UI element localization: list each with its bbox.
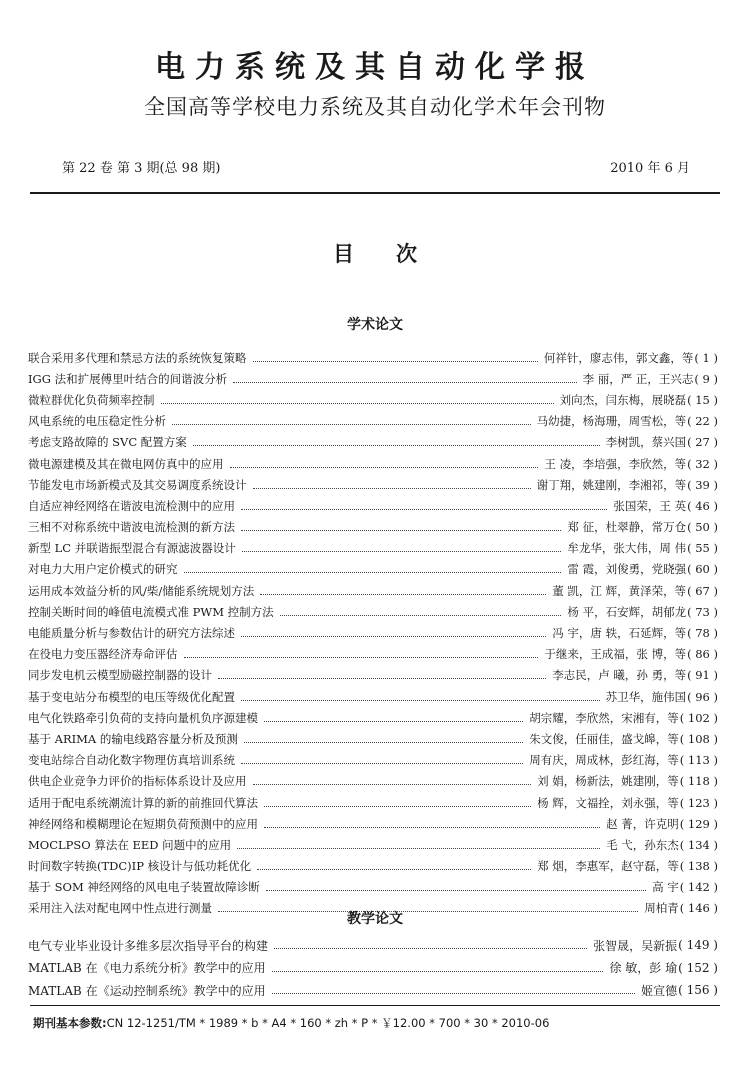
issue-info: 第 22 卷 第 3 期(总 98 期) bbox=[62, 161, 221, 176]
entry-page: ( 27 ) bbox=[687, 435, 718, 450]
toc-entry bbox=[28, 957, 718, 980]
entry-page: ( 91 ) bbox=[687, 668, 718, 683]
entry-title: MATLAB 在《运动控制系统》教学中的应用 bbox=[28, 983, 266, 998]
journal-parameters-label: 期刊基本参数: bbox=[33, 1016, 107, 1030]
dot-leader bbox=[253, 360, 538, 362]
section-heading-academic: 学术论文 bbox=[347, 317, 403, 333]
entry-authors: 刘 娟，杨新法，姚建刚，等 bbox=[537, 774, 679, 789]
entry-title: 电气化铁路牵引负荷的支持向量机负序源建模 bbox=[28, 710, 258, 725]
dot-leader bbox=[241, 762, 523, 764]
entry-title: 节能发电市场新模式及其交易调度系统设计 bbox=[28, 477, 247, 492]
dot-leader bbox=[272, 992, 636, 994]
entry-authors: 姬宣德 bbox=[641, 983, 678, 998]
toc-entry bbox=[28, 432, 718, 453]
dot-leader bbox=[260, 593, 546, 595]
entry-authors: 李树凯，蔡兴国 bbox=[605, 435, 687, 450]
entry-title: 供电企业竞争力评价的指标体系设计及应用 bbox=[28, 774, 247, 789]
entry-authors: 马幼捷，杨海珊，周雪松，等 bbox=[536, 414, 687, 429]
dot-leader bbox=[161, 402, 554, 404]
toc-entry bbox=[28, 411, 718, 432]
entry-title: 采用注入法对配电网中性点进行测量 bbox=[28, 901, 212, 916]
dot-leader bbox=[230, 466, 539, 468]
entry-title: 电能质量分析与参数估计的研究方法综述 bbox=[28, 626, 235, 641]
entry-authors: 毛 弋，孙东杰 bbox=[606, 837, 679, 852]
entry-page: ( 152 ) bbox=[678, 960, 718, 975]
entry-authors: 何祥针，廖志伟，郭文鑫，等 bbox=[543, 350, 694, 365]
entry-title: 时间数字转换(TDC)IP 核设计与低功耗优化 bbox=[28, 859, 252, 874]
dot-leader bbox=[264, 805, 531, 807]
entry-title: IGG 法和扩展傅里叶结合的间谐波分析 bbox=[28, 371, 228, 386]
journal-parameters bbox=[33, 1015, 549, 1031]
entry-page: ( 108 ) bbox=[679, 731, 718, 746]
entry-page: ( 134 ) bbox=[679, 837, 718, 852]
journal-subtitle: 全国高等学校电力系统及其自动化学术年会刊物 bbox=[144, 95, 606, 119]
dot-leader bbox=[193, 444, 600, 446]
toc-entry bbox=[28, 517, 718, 538]
toc-entry bbox=[28, 665, 718, 686]
entry-title: 基于 ARIMA 的输电线路容量分析及预测 bbox=[28, 731, 238, 746]
issue-date: 2010 年 6 月 bbox=[610, 161, 690, 176]
entry-title: 基于变电站分布模型的电压等级优化配置 bbox=[28, 689, 235, 704]
toc-entry bbox=[28, 750, 718, 771]
entry-authors: 张国荣，王 英 bbox=[613, 498, 687, 513]
toc-entry bbox=[28, 877, 718, 898]
toc-entry bbox=[28, 644, 718, 665]
entry-title: 联合采用多代理和禁忌方法的系统恢复策略 bbox=[28, 350, 247, 365]
toc-entry bbox=[28, 813, 718, 834]
entry-authors: 张智晟，吴新振 bbox=[593, 938, 678, 953]
entry-page: ( 67 ) bbox=[687, 583, 718, 598]
entry-page: ( 129 ) bbox=[679, 816, 718, 831]
entry-authors: 谢丁翔，姚建刚，李湘祁，等 bbox=[536, 477, 687, 492]
entry-authors: 李志民，卢 曦，孙 勇，等 bbox=[552, 668, 687, 683]
entry-title: 自适应神经网络在谐波电流检测中的应用 bbox=[28, 498, 235, 513]
entry-authors: 杨 辉，文福拴，刘永强，等 bbox=[537, 795, 679, 810]
entry-authors: 李 丽，严 正，王兴志 bbox=[582, 371, 694, 386]
toc-entry bbox=[28, 934, 718, 957]
entry-title: 考虑支路故障的 SVC 配置方案 bbox=[28, 435, 187, 450]
entry-page: ( 146 ) bbox=[679, 901, 718, 916]
entry-authors: 郑 征，杜翠静，常万仓 bbox=[567, 520, 687, 535]
entry-page: ( 22 ) bbox=[687, 414, 718, 429]
dot-leader bbox=[172, 423, 531, 425]
academic-papers-list bbox=[28, 347, 718, 919]
entry-page: ( 86 ) bbox=[687, 647, 718, 662]
dot-leader bbox=[280, 614, 562, 616]
entry-page: ( 78 ) bbox=[687, 626, 718, 641]
entry-title: MOCLPSO 算法在 EED 问题中的应用 bbox=[28, 837, 232, 852]
dot-leader bbox=[253, 487, 531, 489]
entry-title: 变电站综合自动化数字物理仿真培训系统 bbox=[28, 753, 235, 768]
entry-page: ( 149 ) bbox=[678, 938, 718, 953]
entry-page: ( 123 ) bbox=[679, 795, 718, 810]
entry-authors: 周有庆，周成林，彭红海，等 bbox=[529, 753, 679, 768]
contents-title: 目次 bbox=[333, 242, 459, 266]
entry-page: ( 60 ) bbox=[687, 562, 718, 577]
dot-leader bbox=[244, 741, 523, 743]
entry-page: ( 118 ) bbox=[679, 774, 718, 789]
toc-entry bbox=[28, 856, 718, 877]
entry-page: ( 96 ) bbox=[687, 689, 718, 704]
toc-entry bbox=[28, 979, 718, 1002]
entry-authors: 冯 宇，唐 轶，石延辉，等 bbox=[552, 626, 687, 641]
dot-leader bbox=[184, 571, 562, 573]
entry-title: MATLAB 在《电力系统分析》教学中的应用 bbox=[28, 961, 266, 976]
entry-page: ( 15 ) bbox=[687, 392, 718, 407]
entry-title: 微电源建模及其在微电网仿真中的应用 bbox=[28, 456, 224, 471]
dot-leader bbox=[237, 847, 600, 849]
toc-entry bbox=[28, 792, 718, 813]
entry-title: 基于 SOM 神经网络的风电电子装置故障诊断 bbox=[28, 880, 260, 895]
toc-entry bbox=[28, 389, 718, 410]
dot-leader bbox=[272, 970, 604, 972]
toc-entry bbox=[28, 686, 718, 707]
entry-authors: 王 凌，李培强，李欣然，等 bbox=[544, 456, 687, 471]
entry-authors: 徐 敏，彭 瑜 bbox=[609, 961, 678, 976]
entry-page: ( 55 ) bbox=[687, 541, 718, 556]
entry-authors: 于继来，王成福，张 博，等 bbox=[544, 647, 687, 662]
entry-authors: 郑 烟，李惠军，赵守磊，等 bbox=[537, 859, 679, 874]
teaching-papers-list bbox=[28, 934, 718, 1002]
entry-title: 适用于配电系统潮流计算的新的前推回代算法 bbox=[28, 795, 258, 810]
dot-leader bbox=[257, 868, 531, 870]
entry-authors: 牟龙华，张大伟，周 伟 bbox=[567, 541, 687, 556]
entry-authors: 杨 平，石安辉，胡郁龙 bbox=[567, 604, 687, 619]
entry-title: 三相不对称系统中谐波电流检测的新方法 bbox=[28, 520, 235, 535]
toc-entry bbox=[28, 622, 718, 643]
dot-leader bbox=[264, 826, 600, 828]
dot-leader bbox=[266, 889, 646, 891]
entry-title: 在役电力变压器经济寿命评估 bbox=[28, 647, 178, 662]
entry-title: 神经网络和模糊理论在短期负荷预测中的应用 bbox=[28, 816, 258, 831]
entry-authors: 苏卫华，施伟国 bbox=[605, 689, 687, 704]
entry-title: 新型 LC 并联谐振型混合有源滤波器设计 bbox=[28, 541, 236, 556]
entry-page: ( 73 ) bbox=[687, 604, 718, 619]
toc-entry bbox=[28, 771, 718, 792]
entry-page: ( 1 ) bbox=[694, 350, 718, 365]
entry-page: ( 138 ) bbox=[679, 859, 718, 874]
entry-page: ( 9 ) bbox=[694, 371, 718, 386]
entry-title: 微粒群优化负荷频率控制 bbox=[28, 392, 155, 407]
toc-entry bbox=[28, 495, 718, 516]
entry-title: 同步发电机云模型励磁控制器的设计 bbox=[28, 668, 212, 683]
dot-leader bbox=[184, 656, 539, 658]
toc-entry bbox=[28, 474, 718, 495]
dot-leader bbox=[233, 381, 577, 383]
entry-authors: 刘向杰，闫东梅，展晓磊 bbox=[559, 392, 687, 407]
entry-authors: 董 凯，江 辉，黄泽荣，等 bbox=[552, 583, 687, 598]
entry-page: ( 113 ) bbox=[679, 753, 718, 768]
dot-leader bbox=[241, 699, 600, 701]
toc-entry bbox=[28, 601, 718, 622]
dot-leader bbox=[264, 720, 523, 722]
dot-leader bbox=[274, 947, 587, 949]
dot-leader bbox=[242, 550, 562, 552]
entry-page: ( 156 ) bbox=[678, 983, 718, 998]
dot-leader bbox=[241, 529, 561, 531]
toc-entry bbox=[28, 580, 718, 601]
entry-title: 控制关断时间的峰值电流模式准 PWM 控制方法 bbox=[28, 604, 274, 619]
entry-page: ( 50 ) bbox=[687, 520, 718, 535]
entry-authors: 胡宗耀，李欣然，宋湘有，等 bbox=[529, 710, 679, 725]
toc-entry bbox=[28, 368, 718, 389]
toc-entry bbox=[28, 538, 718, 559]
entry-authors: 雷 霞，刘俊勇，党晓强 bbox=[567, 562, 687, 577]
footer-divider bbox=[30, 1005, 720, 1006]
dot-leader bbox=[253, 783, 532, 785]
entry-authors: 周柏青 bbox=[644, 901, 679, 916]
dot-leader bbox=[218, 677, 546, 679]
toc-entry bbox=[28, 707, 718, 728]
entry-title: 运用成本效益分析的风/柴/储能系统规划方法 bbox=[28, 583, 255, 598]
toc-entry bbox=[28, 347, 718, 368]
entry-title: 对电力大用户定价模式的研究 bbox=[28, 562, 178, 577]
entry-title: 风电系统的电压稳定性分析 bbox=[28, 414, 166, 429]
entry-page: ( 46 ) bbox=[687, 498, 718, 513]
entry-title: 电气专业毕业设计多维多层次指导平台的构建 bbox=[28, 938, 269, 953]
toc-entry bbox=[28, 834, 718, 855]
entry-authors: 朱文俊，任丽佳，盛戈皞，等 bbox=[529, 731, 679, 746]
entry-authors: 赵 菁，许克明 bbox=[606, 816, 679, 831]
section-heading-teaching: 教学论文 bbox=[347, 911, 403, 927]
dot-leader bbox=[241, 508, 607, 510]
header-divider bbox=[30, 192, 720, 194]
entry-page: ( 39 ) bbox=[687, 477, 718, 492]
toc-entry bbox=[28, 453, 718, 474]
dot-leader bbox=[241, 635, 546, 637]
journal-title: 电力系统及其自动化学报 bbox=[155, 50, 595, 85]
entry-page: ( 102 ) bbox=[679, 710, 718, 725]
entry-page: ( 32 ) bbox=[687, 456, 718, 471]
entry-page: ( 142 ) bbox=[679, 880, 718, 895]
entry-authors: 高 宇 bbox=[652, 880, 679, 895]
journal-parameters-value: CN 12-1251/TM * 1989 * b * A4 * 160 * zh * P * ￥12.00 * 700 * 30 * 2010-06 bbox=[106, 1016, 550, 1030]
toc-entry bbox=[28, 559, 718, 580]
toc-entry bbox=[28, 728, 718, 749]
